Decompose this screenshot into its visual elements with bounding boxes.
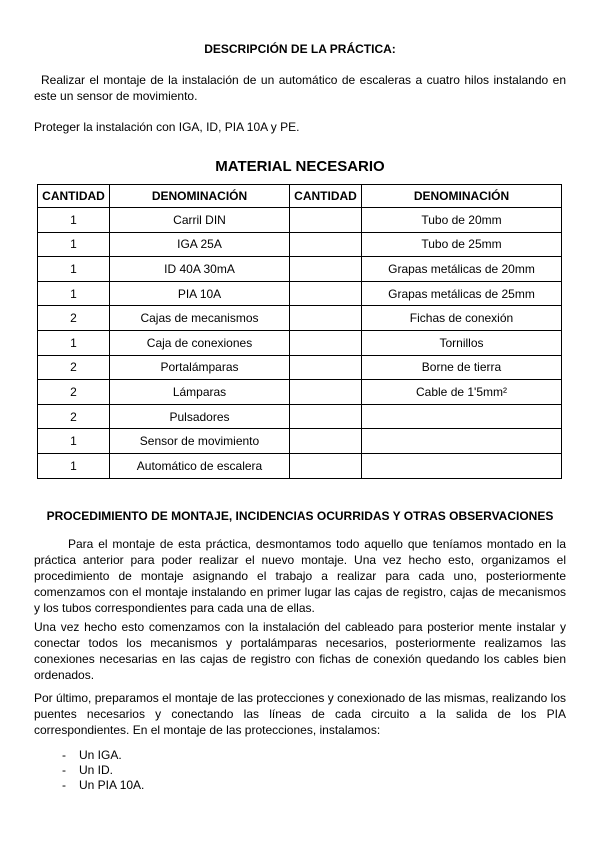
table-cell (290, 330, 362, 355)
table-cell: Borne de tierra (362, 355, 562, 380)
header-cantidad: CANTIDAD (38, 185, 110, 208)
table-cell (290, 355, 362, 380)
table-cell: Tubo de 20mm (362, 208, 562, 233)
list-item: - Un IGA. (62, 748, 122, 762)
table-cell: 1 (38, 232, 110, 257)
table-cell: 1 (38, 208, 110, 233)
table-row (38, 281, 562, 306)
table-cell (290, 380, 362, 405)
table-cell (290, 208, 362, 233)
table-cell: 2 (38, 404, 110, 429)
table-cell: Fichas de conexión (362, 306, 562, 331)
table-cell (290, 281, 362, 306)
paragraph-3: Por último, preparamos el montaje de las protecciones y conexionado de las mismas, realizando los puentes necesarios y conectando las líneas de cada circuito a la salida de los PIA correspondientes. En el montaje de las protecciones, instalamos: (34, 691, 566, 737)
material-title: MATERIAL NECESARIO (215, 158, 385, 175)
table-cell: Grapas metálicas de 25mm (362, 281, 562, 306)
bullet-marker: - (62, 763, 66, 777)
table-row (38, 257, 562, 282)
bullet-marker: - (62, 748, 66, 762)
table-cell: 2 (38, 355, 110, 380)
header-cantidad-2: CANTIDAD (290, 185, 362, 208)
table-row (38, 208, 562, 233)
description-text: Realizar el montaje de la instalación de un automático de escaleras a cuatro hilos instalando en este un sensor de movimiento. (34, 73, 566, 103)
table-cell: 2 (38, 380, 110, 405)
table-row (38, 232, 562, 257)
table-cell (290, 429, 362, 454)
header-denominacion-2: DENOMINACIÓN (362, 185, 562, 208)
table-cell: 2 (38, 306, 110, 331)
section-title: DESCRIPCIÓN DE LA PRÁCTICA: (204, 42, 396, 56)
table-cell: Tubo de 25mm (362, 232, 562, 257)
table-cell: 1 (38, 257, 110, 282)
table-cell: 1 (38, 281, 110, 306)
table-cell: Cable de 1'5mm² (362, 380, 562, 405)
table-cell: Automático de escalera (110, 453, 290, 478)
table-cell (290, 232, 362, 257)
table-cell (290, 306, 362, 331)
table-cell: ID 40A 30mA (110, 257, 290, 282)
header-denominacion: DENOMINACIÓN (110, 185, 290, 208)
paragraph-2: Una vez hecho esto comenzamos con la instalación del cableado para posterior mente instalar y conectar todos los mecanismos y portalámparas necesarios, posteriormente realizamos las conexiones necesarias en las cajas de registro con fichas de conexión quedando los cables bien ordenados. (34, 620, 566, 682)
table-cell (362, 453, 562, 478)
list-item: - Un PIA 10A. (62, 778, 145, 792)
table-cell: Cajas de mecanismos (110, 306, 290, 331)
table-row (38, 404, 562, 429)
table-cell: IGA 25A (110, 232, 290, 257)
table-cell (290, 453, 362, 478)
table-header-row (38, 185, 562, 208)
table-cell: 1 (38, 453, 110, 478)
table-cell: Caja de conexiones (110, 330, 290, 355)
material-table (37, 184, 562, 479)
table-row (38, 330, 562, 355)
list-item: - Un ID. (62, 763, 114, 777)
table-row (38, 453, 562, 478)
table-cell: Lámparas (110, 380, 290, 405)
table-cell: Portalámparas (110, 355, 290, 380)
paragraph-1: Para el montaje de esta práctica, desmontamos todo aquello que teníamos montado en la práctica anterior para poder realizar el nuevo montaje. Una vez hecho esto, organizamos el procedimiento de montaje asignando el trabajo a realizar para cada uno, posteriormente comenzamos con el montaje instalando en primer lugar las cajas de registro, cajas de mecanismos y los tubos correspondientes para cada una de ellas. (34, 537, 566, 615)
protection-text: Proteger la instalación con IGA, ID, PIA 10A y PE. (34, 120, 300, 134)
table-row (38, 429, 562, 454)
table-body (38, 208, 562, 479)
table-row (38, 355, 562, 380)
table-cell: Grapas metálicas de 20mm (362, 257, 562, 282)
procedure-title: PROCEDIMIENTO DE MONTAJE, INCIDENCIAS OCURRIDAS Y OTRAS OBSERVACIONES (46, 509, 554, 523)
table-row (38, 380, 562, 405)
table-cell (362, 404, 562, 429)
table-row (38, 306, 562, 331)
table-cell: Carril DIN (110, 208, 290, 233)
table-cell: 1 (38, 330, 110, 355)
table-cell: Tornillos (362, 330, 562, 355)
table-cell: Pulsadores (110, 404, 290, 429)
table-cell: PIA 10A (110, 281, 290, 306)
table-cell (362, 429, 562, 454)
table-cell (290, 404, 362, 429)
table-cell: Sensor de movimiento (110, 429, 290, 454)
table-cell: 1 (38, 429, 110, 454)
table-cell (290, 257, 362, 282)
protection-list (62, 748, 144, 793)
bullet-marker: - (62, 778, 66, 792)
